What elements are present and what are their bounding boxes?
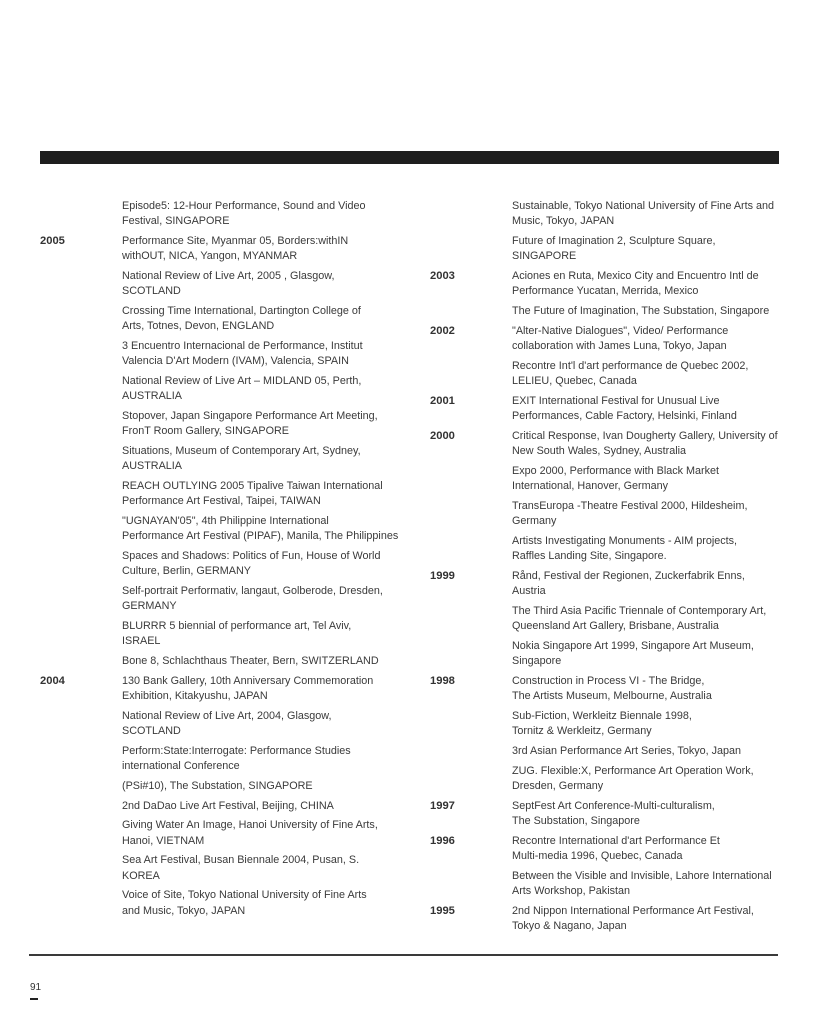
exhibition-entry bbox=[430, 429, 819, 459]
entry-text: Recontre Int'l d'art performance de Quebec 2002, LELIEU, Quebec, Canada bbox=[512, 359, 749, 387]
entry-text: Expo 2000, Performance with Black Market International, Hanover, Germany bbox=[512, 464, 720, 492]
entry-year: 2002 bbox=[430, 324, 455, 337]
entry-text: 3 Encuentro Internacional de Performance, Institut Valencia D'Art Modern (IVAM), Valencia, SPAIN bbox=[122, 340, 363, 368]
exhibition-entry bbox=[430, 534, 819, 564]
exhibition-entry bbox=[40, 584, 430, 614]
exhibition-entry bbox=[430, 569, 819, 599]
entry-text: Crossing Time International, Dartington College of Arts, Totnes, Devon, ENGLAND bbox=[122, 305, 361, 333]
entry-text: Self-portrait Performativ, langaut, Golberode, Dresden, GERMANY bbox=[122, 585, 383, 613]
exhibition-entry bbox=[40, 549, 430, 579]
exhibition-entry bbox=[40, 339, 430, 369]
entry-text: TransEuropa -Theatre Festival 2000, Hildesheim, Germany bbox=[512, 499, 748, 527]
entry-text: Sea Art Festival, Busan Biennale 2004, Pusan, S. KOREA bbox=[122, 854, 360, 882]
entry-text: ZUG. Flexible:X, Performance Art Operation Work, Dresden, Germany bbox=[512, 764, 754, 792]
footer-rule bbox=[29, 954, 778, 956]
exhibition-entry bbox=[40, 304, 430, 334]
entry-text: SeptFest Art Conference-Multi-culturalism, The Substation, Singapore bbox=[512, 799, 715, 827]
entry-text: National Review of Live Art, 2005 , Glasgow, SCOTLAND bbox=[122, 270, 335, 298]
page-number: 91 bbox=[30, 982, 42, 993]
entry-text: Spaces and Shadows: Politics of Fun, House of World Culture, Berlin, GERMANY bbox=[122, 550, 381, 578]
entry-text: Sub-Fiction, Werkleitz Biennale 1998, Tornitz & Werkleitz, Germany bbox=[512, 709, 692, 737]
entry-text: The Future of Imagination, The Substation, Singapore bbox=[512, 305, 770, 317]
exhibition-entry bbox=[430, 709, 819, 739]
entry-text: Artists Investigating Monuments - AIM projects, Raffles Landing Site, Singapore. bbox=[512, 534, 738, 562]
entry-year: 1995 bbox=[430, 904, 455, 917]
entry-text: Aciones en Ruta, Mexico City and Encuentro Intl de Performance Yucatan, Merrida, Mexico bbox=[512, 270, 759, 298]
entry-year: 1997 bbox=[430, 799, 455, 812]
exhibition-entry bbox=[40, 779, 430, 794]
entry-year: 2000 bbox=[430, 429, 455, 442]
exhibition-entry bbox=[430, 199, 819, 229]
exhibition-entry bbox=[430, 234, 819, 264]
entry-text: Recontre International d'art Performance Et Multi-media 1996, Quebec, Canada bbox=[512, 834, 720, 862]
entry-text: Giving Water An Image, Hanoi University of Fine Arts, Hanoi, VIETNAM bbox=[122, 819, 378, 847]
entry-text: Bone 8, Schlachthaus Theater, Bern, SWITZERLAND bbox=[122, 655, 379, 667]
entry-text: 2nd Nippon International Performance Art Festival, Tokyo & Nagano, Japan bbox=[512, 904, 754, 932]
entry-text: BLURRR 5 biennial of performance art, Tel Aviv, ISRAEL bbox=[122, 620, 352, 648]
exhibition-entry bbox=[40, 479, 430, 509]
entry-text: National Review of Live Art – MIDLAND 05, Perth, AUSTRALIA bbox=[122, 375, 362, 403]
entry-year: 1998 bbox=[430, 674, 455, 687]
exhibition-entry bbox=[430, 869, 819, 899]
entry-text: Episode5: 12-Hour Performance, Sound and Video Festival, SINGAPORE bbox=[122, 200, 366, 228]
entry-text: "Alter-Native Dialogues", Video/ Performance collaboration with James Luna, Tokyo, Japan bbox=[512, 324, 729, 352]
entry-text: The Third Asia Pacific Triennale of Contemporary Art, Queensland Art Gallery, Brisbane, Australia bbox=[512, 604, 767, 632]
exhibition-entry bbox=[430, 464, 819, 494]
entry-year: 1996 bbox=[430, 834, 455, 847]
entry-text: Sustainable, Tokyo National University of Fine Arts and Music, Tokyo, JAPAN bbox=[512, 200, 775, 228]
entry-text: REACH OUTLYING 2005 Tipalive Taiwan International Performance Art Festival, Taipei, TAIWAN bbox=[122, 480, 383, 508]
entry-year: 2004 bbox=[40, 674, 65, 687]
entry-text: 130 Bank Gallery, 10th Anniversary Commemoration Exhibition, Kitakyushu, JAPAN bbox=[122, 674, 374, 702]
entry-text: Construction in Process VI - The Bridge, The Artists Museum, Melbourne, Australia bbox=[512, 674, 712, 702]
exhibition-entry bbox=[40, 853, 430, 883]
entry-year: 2005 bbox=[40, 235, 65, 247]
entry-text: Perform:State:Interrogate: Performance Studies international Conference bbox=[122, 744, 351, 772]
exhibition-entry bbox=[430, 604, 819, 634]
entry-text: Situations, Museum of Contemporary Art, Sydney, AUSTRALIA bbox=[122, 445, 361, 473]
entry-text: Critical Response, Ivan Dougherty Gallery, University of New South Wales, Sydney, Australia bbox=[512, 429, 778, 457]
exhibition-entry bbox=[40, 709, 430, 739]
entry-text: Between the Visible and Invisible, Lahore International Arts Workshop, Pakistan bbox=[512, 869, 772, 897]
exhibition-entry bbox=[430, 834, 819, 864]
exhibition-entry bbox=[40, 444, 430, 474]
entry-year: 1999 bbox=[430, 569, 455, 582]
exhibition-entry bbox=[430, 269, 819, 299]
page-number-dash bbox=[30, 998, 38, 1000]
exhibition-entry bbox=[430, 764, 819, 794]
left-column bbox=[40, 199, 430, 923]
exhibition-entry bbox=[40, 234, 430, 264]
entry-text: Voice of Site, Tokyo National University of Fine Arts and Music, Tokyo, JAPAN bbox=[122, 889, 367, 917]
exhibition-entry bbox=[40, 888, 430, 918]
exhibition-entry bbox=[40, 799, 430, 814]
header-bar bbox=[40, 151, 779, 164]
exhibition-entry bbox=[430, 799, 819, 829]
entry-text: National Review of Live Art, 2004, Glasgow, SCOTLAND bbox=[122, 709, 332, 737]
entry-text: Stopover, Japan Singapore Performance Art Meeting, FronT Room Gallery, SINGAPORE bbox=[122, 410, 378, 438]
entry-text: 3rd Asian Performance Art Series, Tokyo, Japan bbox=[512, 744, 742, 757]
entry-year: 2001 bbox=[430, 394, 455, 407]
exhibition-entry bbox=[430, 499, 819, 529]
exhibition-entry bbox=[430, 639, 819, 669]
entry-text: 2nd DaDao Live Art Festival, Beijing, CHINA bbox=[122, 799, 334, 812]
entry-text: Future of Imagination 2, Sculpture Square, SINGAPORE bbox=[512, 235, 716, 263]
entry-text: (PSi#10), The Substation, SINGAPORE bbox=[122, 779, 313, 792]
exhibition-entry bbox=[40, 409, 430, 439]
exhibition-entry bbox=[430, 324, 819, 354]
entry-text: EXIT International Festival for Unusual Live Performances, Cable Factory, Helsinki, Finland bbox=[512, 394, 737, 422]
entry-text: Rånd, Festival der Regionen, Zuckerfabrik Enns, Austria bbox=[512, 569, 745, 597]
right-column bbox=[430, 199, 819, 939]
exhibition-entry bbox=[430, 394, 819, 424]
exhibition-entry bbox=[40, 199, 430, 229]
exhibition-entry bbox=[40, 674, 430, 704]
entry-text: Performance Site, Myanmar 05, Borders:withIN withOUT, NICA, Yangon, MYANMAR bbox=[122, 235, 349, 263]
exhibition-entry bbox=[40, 744, 430, 774]
exhibition-entry bbox=[40, 654, 430, 669]
exhibition-entry bbox=[430, 674, 819, 704]
exhibition-entry bbox=[40, 818, 430, 848]
exhibition-entry bbox=[430, 904, 819, 934]
entry-year: 2003 bbox=[430, 270, 455, 282]
exhibition-entry bbox=[40, 269, 430, 299]
exhibition-entry bbox=[40, 619, 430, 649]
exhibition-entry bbox=[430, 304, 819, 319]
exhibition-entry bbox=[40, 374, 430, 404]
exhibition-entry bbox=[430, 359, 819, 389]
entry-text: Nokia Singapore Art 1999, Singapore Art Museum, Singapore bbox=[512, 639, 754, 667]
entry-text: "UGNAYAN'05", 4th Philippine International Performance Art Festival (PIPAF), Manila, The Philippines bbox=[122, 515, 399, 543]
exhibition-entry bbox=[430, 744, 819, 759]
exhibition-entry bbox=[40, 514, 430, 544]
